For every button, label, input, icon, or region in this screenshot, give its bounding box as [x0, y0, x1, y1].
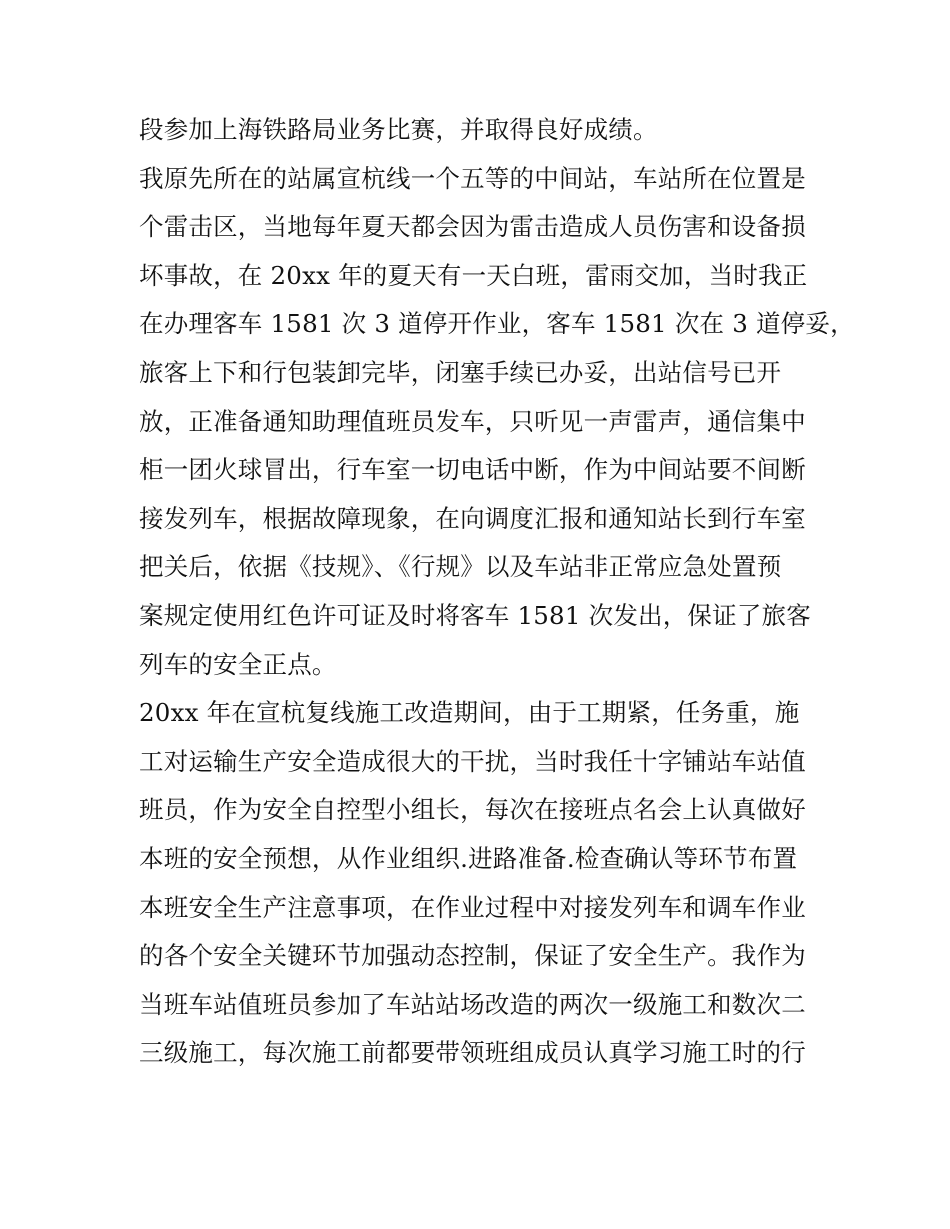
text-line-8: 柜一团火球冒出，行车室一切电话中断，作为中间站要不间断 — [139, 455, 806, 485]
body-text — [139, 106, 855, 1078]
text-line-7: 放，正准备通知助理值班员发车，只听见一声雷声，通信集中 — [139, 406, 806, 436]
text-line-5: 在办理客车 1581 次 3 道停开作业，客车 1581 次在 3 道停妥， — [139, 309, 855, 339]
text-line-19: 当班车站值班员参加了车站站场改造的两次一级施工和数次二 — [139, 989, 806, 1019]
text-line-4: 坏事故，在 20xx 年的夏天有一天白班，雷雨交加，当时我正 — [139, 260, 808, 290]
text-line-14: 工对运输生产安全造成很大的干扰，当时我任十字铺站车站值 — [139, 746, 806, 776]
text-line-16: 本班的安全预想，从作业组织.进路准备.检查确认等环节布置 — [139, 843, 798, 873]
text-line-12: 列车的安全正点。 — [139, 649, 337, 679]
text-line-6: 旅客上下和行包装卸完毕，闭塞手续已办妥，出站信号已开 — [139, 357, 782, 387]
text-line-17: 本班安全生产注意事项，在作业过程中对接发列车和调车作业 — [139, 892, 806, 922]
text-line-15: 班员，作为安全自控型小组长，每次在接班点名会上认真做好 — [139, 795, 806, 825]
text-line-10: 把关后，依据《技规》、《行规》以及车站非正常应急处置预 — [139, 552, 782, 582]
text-line-2: 我原先所在的站属宣杭线一个五等的中间站，车站所在位置是 — [139, 163, 806, 193]
text-line-1: 段参加上海铁路局业务比赛，并取得良好成绩。 — [139, 115, 658, 144]
text-line-3: 个雷击区，当地每年夏天都会因为雷击造成人员伤害和设备损 — [139, 212, 806, 242]
text-line-13: 20xx 年在宣杭复线施工改造期间，由于工期紧，任务重，施 — [139, 698, 800, 728]
text-line-18: 的各个安全关键环节加强动态控制，保证了安全生产。我作为 — [139, 941, 806, 971]
text-line-9: 接发列车，根据故障现象，在向调度汇报和通知站长到行车室 — [139, 503, 806, 533]
text-line-20: 三级施工，每次施工前都要带领班组成员认真学习施工时的行 — [139, 1038, 806, 1068]
text-line-11: 案规定使用红色许可证及时将客车 1581 次发出，保证了旅客 — [139, 600, 811, 630]
